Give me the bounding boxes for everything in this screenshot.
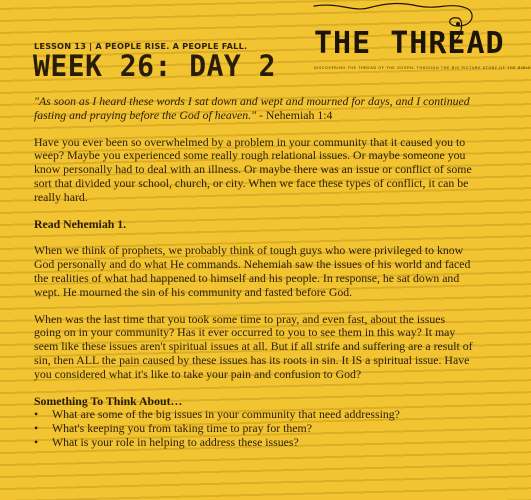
read-instruction: Read Nehemiah 1.: [34, 216, 127, 231]
list-item: [34, 436, 474, 450]
lesson-label: LESSON 13 | A PEOPLE RISE. A PEOPLE FALL.: [34, 41, 248, 51]
question-text: What are some of the big issues in your community that need addressing?: [52, 407, 400, 422]
quote-text: "As soon as I heard these words I sat down and wept and mourned for days, and I continued fasting and praying before the God of heaven.": [34, 94, 470, 122]
paragraph-1: Have you ever been so overwhelmed by a problem in your community that it caused you to weep? Maybe you experienced some really rough relational issues. Or maybe someone you know personally had to deal with an illness. Or maybe there was an issue or conflict of some sort that divided your school, church, or city. When we face these types of conflict, it can be really hard.: [34, 134, 472, 204]
page-title: WEEK 26: DAY 2: [33, 48, 277, 84]
bullet-icon: •: [34, 434, 39, 449]
scripture-quote: [34, 95, 474, 123]
logo-wordmark: THE THREAD: [314, 26, 505, 61]
paragraph-3: When was the last time that you took some time to pray, and even fast, about the issues going on in your community? Has it ever occurred to you to see them in this way? It may seem like these issues aren't spiritual issues at all. But if all strife and suffering are a result of sin, then ALL the pain caused by these issues has its roots in sin. It IS a spiritual issue. Have you considered what it's like to take your pain and confusion to God?: [34, 311, 473, 381]
question-list: [34, 408, 474, 449]
bullet-icon: •: [34, 407, 39, 422]
the-thread-logo: [308, 0, 531, 80]
quote-reference: - Nehemiah 1:4: [256, 107, 333, 122]
list-item: [34, 422, 474, 436]
think-about-heading: Something To Think About…: [34, 393, 183, 408]
paragraph-2: When we think of prophets, we probably think of tough guys who were privileged to know God personally and do what He commands. Nehemiah saw the issues of his world and faced the realities of what had happened to himself and his people. In response, he sat down and wept. He mourned the sin of his community and fasted before God.: [34, 243, 471, 299]
list-item: [34, 408, 474, 422]
bullet-icon: •: [34, 421, 39, 436]
devotional-content: [34, 95, 474, 450]
question-text: What's keeping you from taking time to pray for them?: [52, 421, 312, 436]
question-text: What is your role in helping to address these issues?: [52, 434, 299, 449]
logo-tagline: DISCOVERING THE THREAD OF THE GOSPEL THROUGH THE BIG PICTURE STORY OF THE BIBLE: [314, 66, 531, 70]
